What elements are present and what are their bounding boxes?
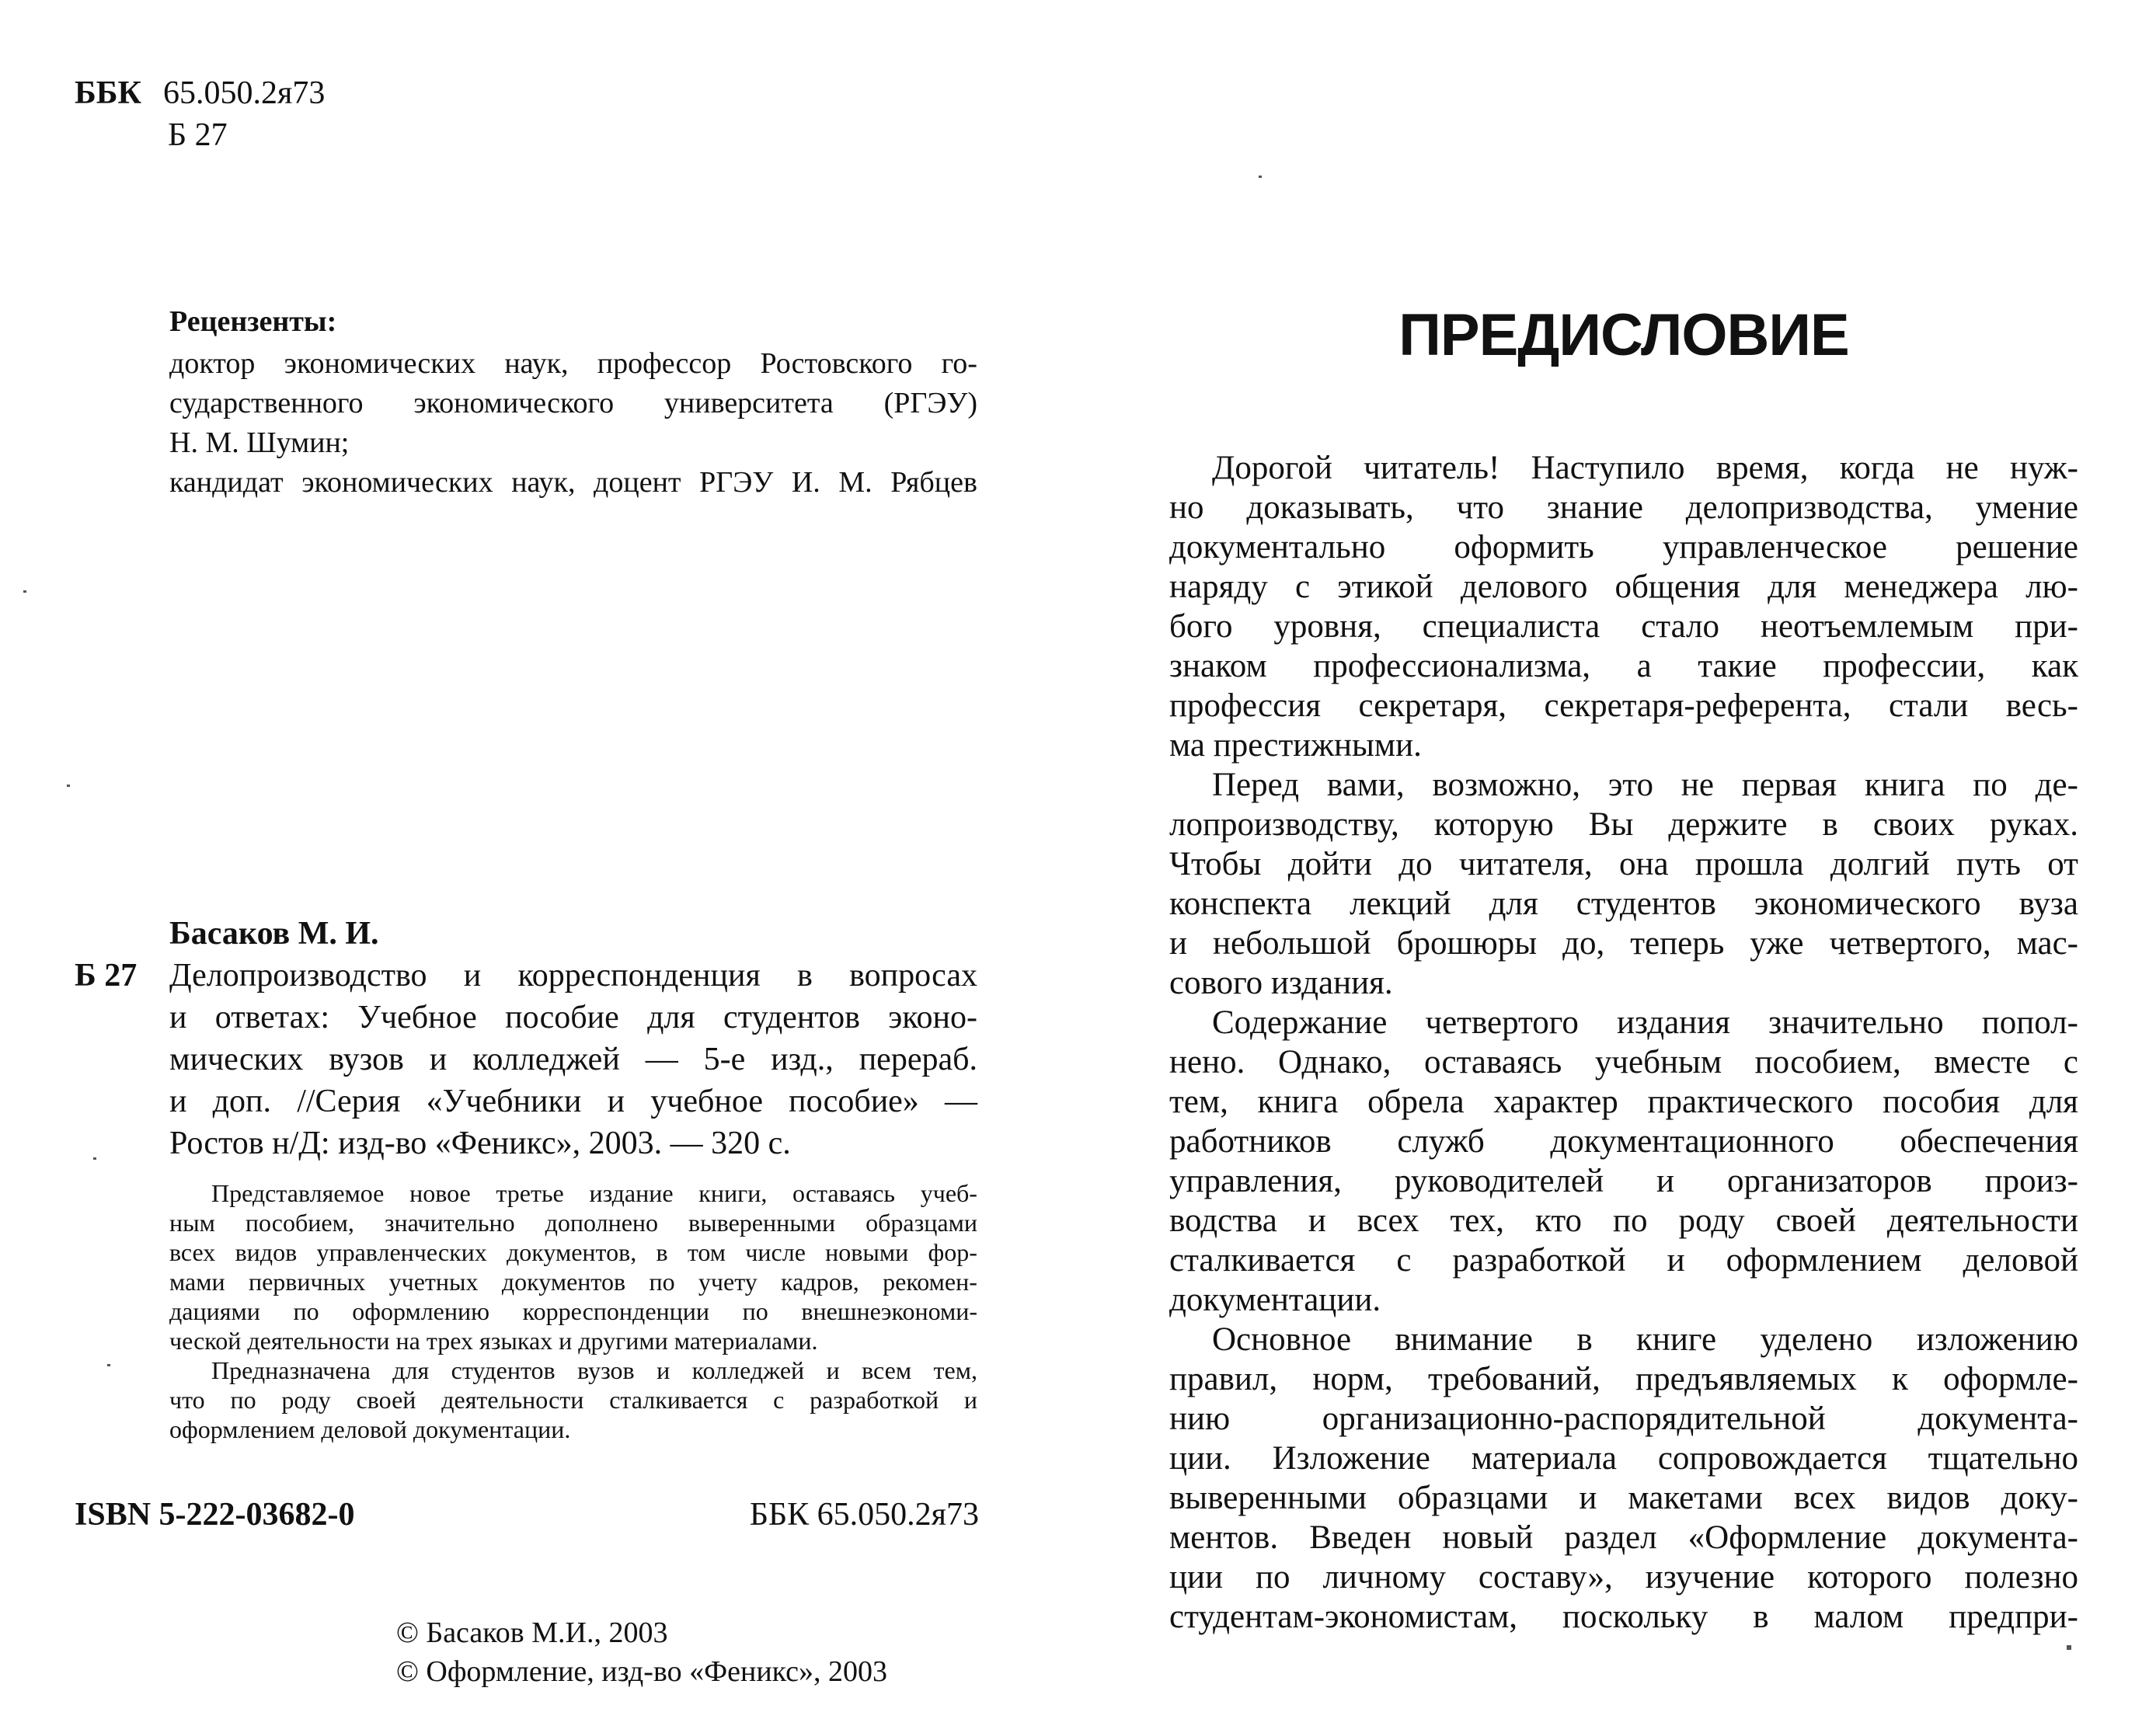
bibliographic-line: и ответах: Учебное пособие для студентов эконо- [169,1000,977,1035]
preface-line: сового издания. [1169,965,1393,1001]
preface-line: бого уровня, специалиста стало неотъемлемым при- [1169,608,2078,645]
preface-line: нию организационно-распорядительной документа- [1169,1401,2078,1437]
preface-title: ПРЕДИСЛОВИЕ [1398,302,1849,368]
preface-line: водства и всех тех, кто по роду своей деятельности [1169,1202,2078,1239]
bibliographic-line: Делопроизводство и корреспонденция в вопросах [169,958,977,993]
scan-speck [2067,1645,2071,1650]
preface-line: управления, руководителей и организаторов произ- [1169,1163,2078,1199]
reviewer-line: Н. М. Шумин; [169,426,350,459]
preface-line: сталкивается с разработкой и оформлением деловой [1169,1242,2078,1279]
preface-line: ции. Изложение материала сопровождается тщательно [1169,1440,2078,1477]
scan-speck [23,590,26,593]
copyright-line: © Басаков М.И., 2003 [396,1616,668,1649]
author-name: Басаков М. И. [169,916,379,952]
preface-line: Чтобы дойти до читателя, она прошла долгий путь от [1169,846,2078,882]
annotation-line: дациями по оформлению корреспонденции по внешнеэкономи- [169,1297,977,1325]
preface-line: знаком профессионализма, а такие профессии, как [1169,648,2078,684]
annotation-line: всех видов управленческих документов, в том числе новыми фор- [169,1238,977,1266]
reviewer-line: доктор экономических наук, профессор Ростовского го- [169,347,977,380]
annotation-line: ным пособием, значительно дополнено выверенными образцами [169,1209,977,1237]
preface-line: Содержание четвертого издания значительно попол- [1212,1004,2078,1041]
annotation-line: оформлением деловой документации. [169,1415,571,1443]
scan-speck [107,1364,110,1366]
preface-line: но доказывать, что знание делопризводства, умение [1169,489,2078,526]
preface-line: лопроизводству, которую Вы держите в своих руках. [1169,806,2078,843]
preface-line: студентам-экономистам, поскольку в малом предпри- [1169,1599,2078,1635]
copyright-line: © Оформление, изд-во «Феникс», 2003 [396,1655,888,1688]
preface-line: ции по личному составу», изучение которого полезно [1169,1559,2078,1595]
scan-speck [67,785,70,787]
annotation-line: мами первичных учетных документов по учету кадров, рекомен- [169,1268,977,1296]
annotation-line: Представляемое новое третье издание книги, оставаясь учеб- [211,1179,977,1207]
preface-line: работников служб документационного обеспечения [1169,1123,2078,1160]
bbk-classification-top [75,73,325,113]
author-code-left: Б 27 [75,958,138,993]
preface-line: и небольшой брошюры до, теперь уже четвертого, мас- [1169,925,2078,962]
preface-line: документально оформить управленческое решение [1169,529,2078,565]
preface-line: документации. [1169,1282,1381,1318]
bbk-code: 65.050.2я73 [163,75,326,111]
bibliographic-line: мических вузов и колледжей — 5-е изд., перераб. [169,1042,977,1077]
preface-line: Основное внимание в книге уделено изложению [1212,1321,2078,1358]
preface-line: Перед вами, возможно, это не первая книга по де- [1212,767,2078,803]
preface-line: ма престижными. [1169,727,1422,764]
annotation-line: ческой деятельности на трех языках и другими материалами. [169,1327,818,1355]
preface-line: выверенными образцами и макетами всех видов доку- [1169,1480,2078,1516]
reviewer-line: кандидат экономических наук, доцент РГЭУ И. М. Рябцев [169,466,977,499]
preface-line: Дорогой читатель! Наступило время, когда не нуж- [1212,450,2078,486]
preface-line: нено. Однако, оставаясь учебным пособием, вместе с [1169,1044,2078,1080]
isbn: ISBN 5-222-03682-0 [75,1497,355,1533]
preface-line: ментов. Введен новый раздел «Оформление документа- [1169,1519,2078,1556]
bbk-classification-bottom: ББК 65.050.2я73 [749,1497,979,1533]
scan-speck [93,1157,96,1160]
preface-line: конспекта лекций для студентов экономического вуза [1169,886,2078,922]
reviewer-line: сударственного экономического университета (РГЭУ) [169,387,977,419]
annotation-line: Предназначена для студентов вузов и колледжей и всем тем, [211,1356,977,1384]
annotation-line: что по роду своей деятельности сталкивается с разработкой и [169,1386,977,1414]
preface-line: тем, книга обрела характер практического пособия для [1169,1084,2078,1120]
preface-line: профессия секретаря, секретаря-референта, стали весь- [1169,687,2078,724]
bibliographic-line: и доп. //Серия «Учебники и учебное пособие» — [169,1084,977,1119]
reviewers-title: Рецензенты: [169,305,337,338]
author-code-top: Б 27 [168,117,228,153]
scan-speck [1259,176,1262,178]
bbk-label: ББК [75,75,141,111]
preface-line: правил, норм, требований, предъявляемых к оформле- [1169,1361,2078,1397]
preface-line: наряду с этикой делового общения для менеджера лю- [1169,569,2078,605]
bibliographic-line: Ростов н/Д: изд-во «Феникс», 2003. — 320 с. [169,1126,791,1161]
